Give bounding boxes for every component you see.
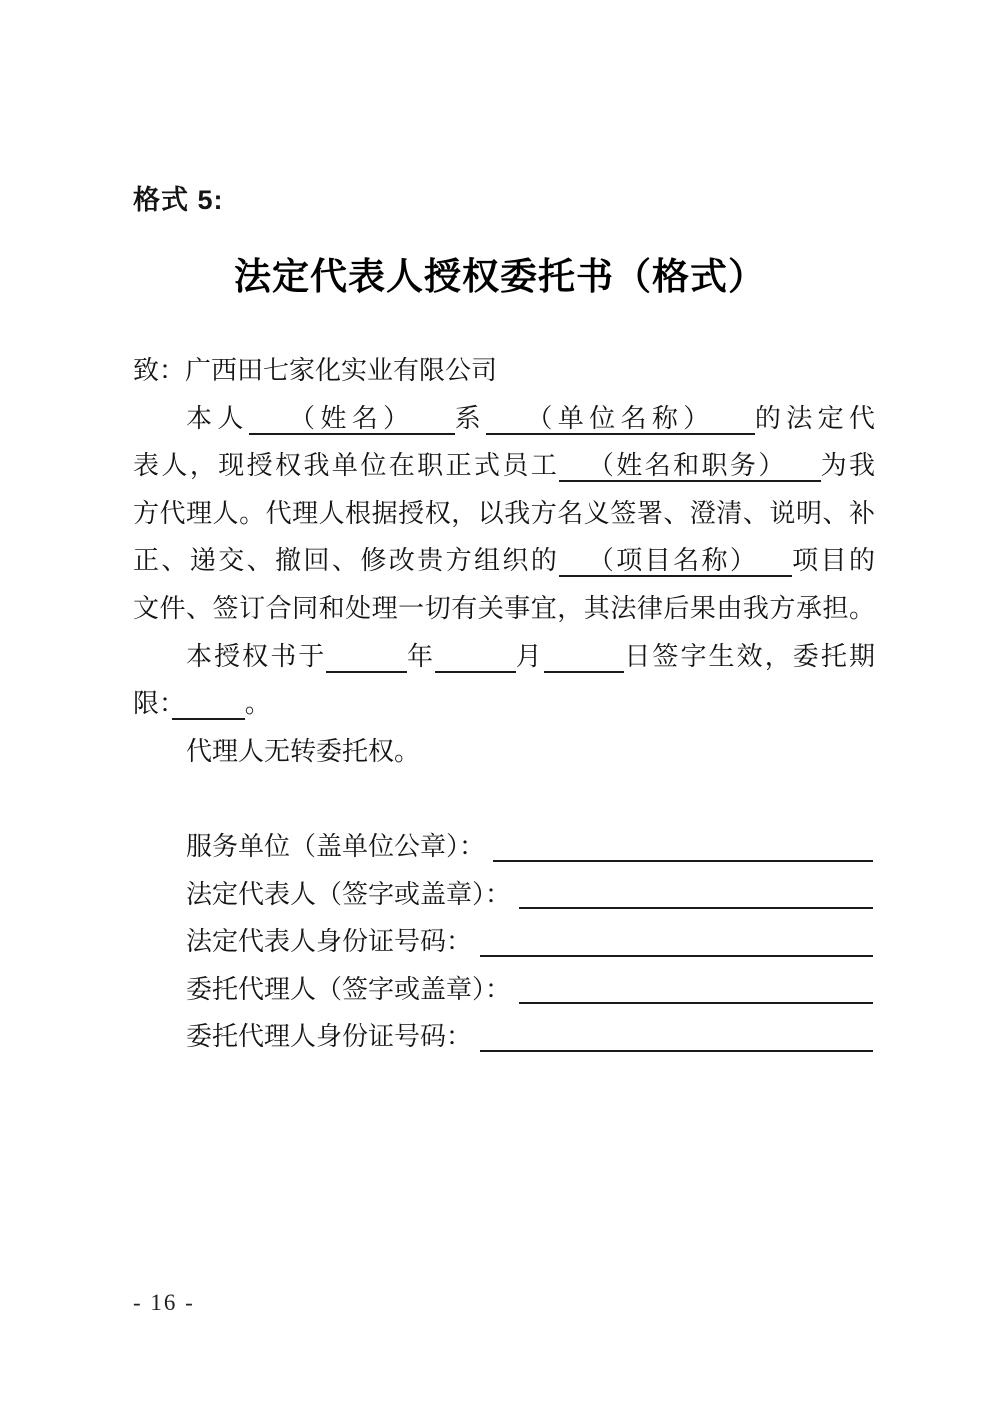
text-segment: 本人 — [186, 403, 249, 433]
format-label: 格式 5: — [133, 185, 224, 215]
to-line: 致：广西田七家化实业有限公司 — [133, 356, 498, 385]
fill-in-blank-name: （姓名） — [249, 404, 455, 435]
body-line-7 — [133, 680, 875, 728]
text-segment: 本授权书于 — [186, 641, 327, 671]
document-body — [133, 347, 875, 1061]
text-segment: 的法定代 — [754, 403, 875, 433]
text-segment: 项目的 — [792, 546, 875, 576]
body-line-8 — [133, 728, 875, 776]
signature-line — [480, 1050, 873, 1052]
body-line-6 — [133, 633, 875, 681]
fill-in-blank-day — [544, 642, 625, 673]
signature-row — [133, 1013, 875, 1061]
text-segment: 日签字生效，委托期 — [624, 641, 875, 671]
signature-label: 委托代理人（签字或盖章）： — [186, 974, 512, 1004]
signature-label: 委托代理人身份证号码： — [186, 1022, 473, 1052]
signature-label: 法定代表人（签字或盖章）： — [186, 879, 512, 909]
text-segment: 年 — [406, 641, 436, 671]
signature-row — [133, 871, 875, 919]
text-segment: 。 — [244, 689, 271, 719]
fill-in-blank-company: （单位名称） — [486, 404, 755, 435]
fill-in-blank-project: （项目名称） — [559, 546, 792, 577]
fill-in-blank-month — [435, 642, 516, 673]
text-segment: 表人，现授权我单位在职正式员工 — [133, 451, 560, 481]
signature-label: 服务单位（盖单位公章）： — [186, 831, 486, 861]
text-segment: 方代理人。代理人根据授权，以我方名义签署、澄清、说明、补 — [133, 498, 875, 528]
body-line-3 — [133, 490, 875, 538]
page-number: - 16 - — [133, 1290, 195, 1315]
spacer — [133, 775, 875, 823]
body-line-2 — [133, 442, 875, 490]
text-segment: 系 — [454, 403, 487, 433]
fill-in-blank-term — [172, 689, 245, 720]
signature-row — [133, 966, 875, 1014]
signature-row — [133, 823, 875, 871]
text-segment: 月 — [515, 641, 544, 671]
signature-line — [480, 955, 873, 957]
text-segment: 文件、签订合同和处理一切有关事宜，其法律后果由我方承担。 — [133, 593, 875, 623]
text-segment: 限： — [133, 689, 173, 719]
body-line-5 — [133, 585, 875, 633]
signature-line — [519, 1002, 873, 1004]
signature-line — [493, 860, 873, 862]
signature-row — [133, 918, 875, 966]
text-segment: 代理人无转委托权。 — [186, 736, 421, 766]
signature-line — [519, 907, 873, 909]
document-title: 法定代表人授权委托书（格式） — [234, 257, 766, 298]
signature-label: 法定代表人身份证号码： — [186, 927, 473, 957]
fill-in-blank-year — [326, 642, 407, 673]
text-segment: 正、递交、撤回、修改贵方组织的 — [133, 546, 560, 576]
body-line-4 — [133, 537, 875, 585]
fill-in-blank-name-title: （姓名和职务） — [559, 451, 820, 482]
text-segment: 为我 — [820, 451, 875, 481]
body-line-1 — [133, 395, 875, 443]
